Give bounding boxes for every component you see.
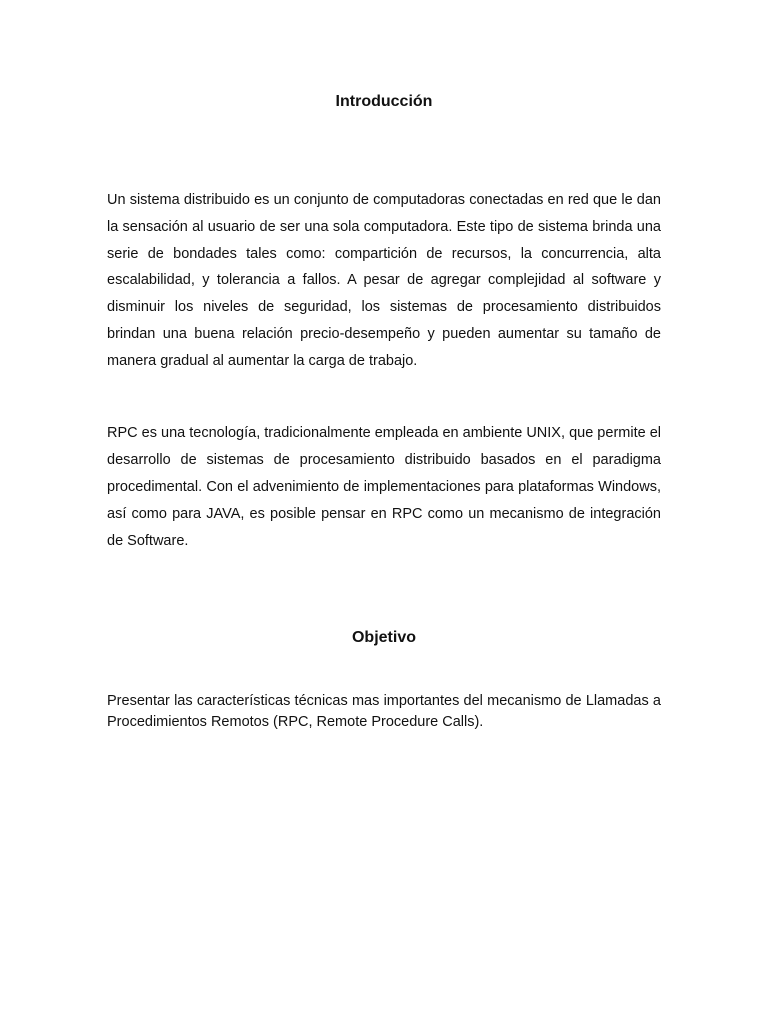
introduccion-paragraph-1: Un sistema distribuido es un conjunto de computadoras conectadas en red que le dan la sensación al usuario de ser una sola computadora. Este tipo de sistema brinda una serie de bondades tales como: compartición de recursos, la concurrencia, alta escalabilidad, y tolerancia a fallos. A pesar de agregar complejidad al software y disminuir los niveles de seguridad, los sistemas de procesamiento distribuidos brindan una buena relación precio-desempeño y pueden aumentar su tamaño de manera gradual al aumentar la carga de trabajo. (107, 192, 661, 369)
introduccion-paragraph-2: RPC es una tecnología, tradicionalmente empleada en ambiente UNIX, que permite el desarrollo de sistemas de procesamiento distribuido basados en el paradigma procedimental. Con el advenimiento de implementaciones para plataformas Windows, así como para JAVA, es posible pensar en RPC como un mecanismo de integración de Software. (107, 425, 661, 549)
objetivo-paragraph: Presentar las características técnicas mas importantes del mecanismo de Llamadas a Procedimientos Remotos (RPC, Remote Procedure Calls). (107, 693, 661, 730)
introduccion-heading: Introducción (335, 93, 433, 110)
objetivo-heading: Objetivo (351, 629, 416, 646)
